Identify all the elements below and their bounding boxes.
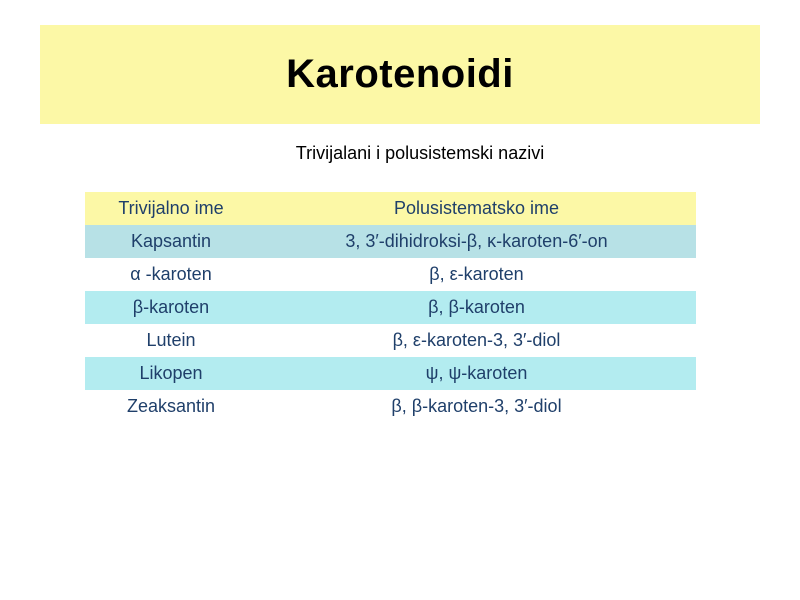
semisystematic-name-cell: β, ε-karoten: [429, 264, 524, 284]
header-semisystematic-name: Polusistematsko ime: [393, 198, 560, 218]
slide-title: Karotenoidi: [286, 52, 514, 96]
semisystematic-name-cell: ψ, ψ-karoten: [425, 363, 528, 383]
header-trivial-name: Trivijalno ime: [118, 198, 224, 218]
trivial-name-cell: β-karoten: [132, 297, 210, 317]
trivial-name-cell: Likopen: [139, 363, 203, 383]
trivial-name-cell: Lutein: [146, 330, 196, 350]
slide-subtitle: Trivijalani i polusistemski nazivi: [295, 143, 545, 163]
trivial-name-cell: Zeaksantin: [126, 396, 216, 416]
trivial-name-cell: Kapsantin: [130, 231, 212, 251]
table-row: [85, 258, 696, 291]
trivial-name-cell: α -karoten: [130, 264, 212, 284]
semisystematic-name-cell: β, ε-karoten-3, 3′-diol: [392, 330, 561, 350]
table-row: [85, 225, 696, 258]
table-row: [85, 291, 696, 324]
table-row: [85, 357, 696, 390]
carotenoid-names-table: [85, 192, 696, 423]
table-row: [85, 324, 696, 357]
semisystematic-name-cell: β, β-karoten: [428, 297, 525, 317]
table-header-row: [85, 192, 696, 225]
title-banner: [40, 25, 760, 124]
semisystematic-name-cell: β, β-karoten-3, 3′-diol: [391, 396, 562, 416]
semisystematic-name-cell: 3, 3′-dihidroksi-β, κ-karoten-6′-on: [345, 231, 608, 251]
table-row: [85, 390, 696, 423]
